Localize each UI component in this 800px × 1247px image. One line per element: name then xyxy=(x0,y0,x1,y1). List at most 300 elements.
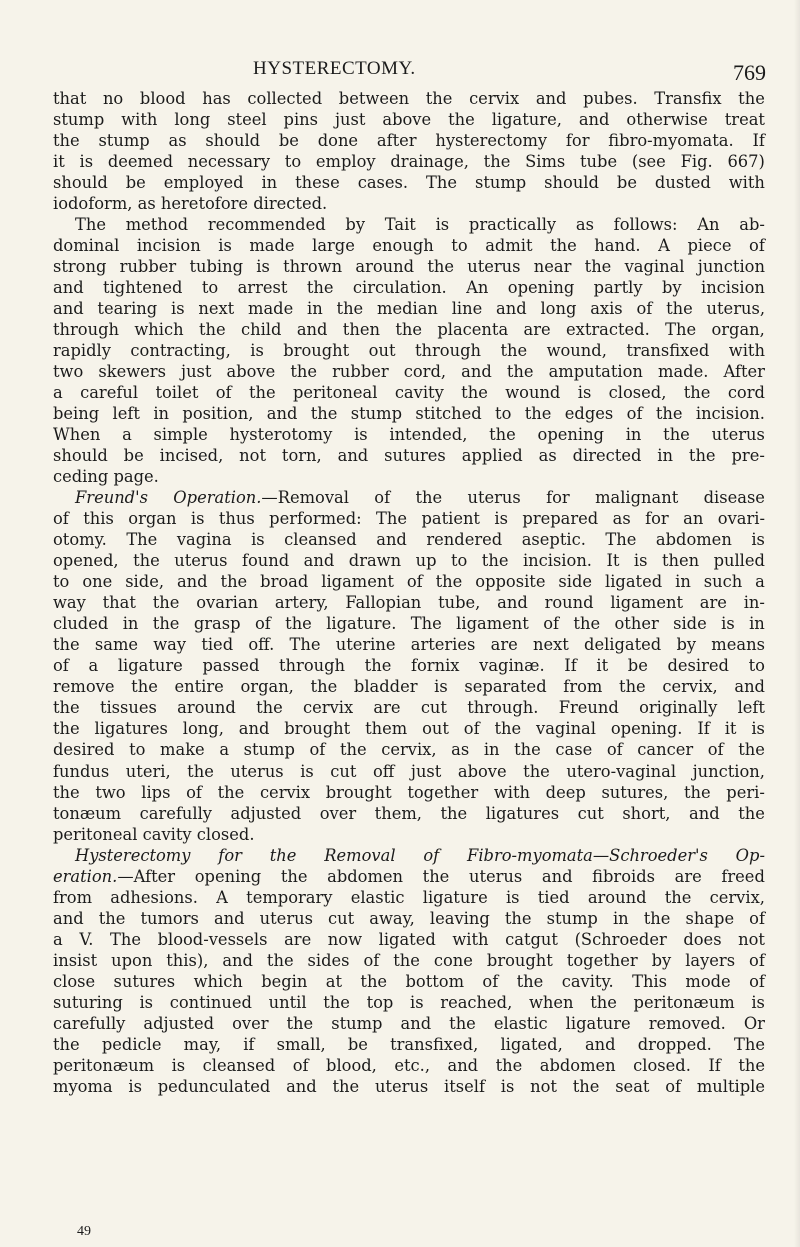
word: to xyxy=(201,278,219,298)
word: fibroids xyxy=(592,866,655,886)
word: is xyxy=(251,530,265,550)
word: An xyxy=(466,278,489,298)
word: brought xyxy=(486,950,553,970)
word: no xyxy=(102,89,124,108)
word: not xyxy=(530,1076,557,1096)
word: tube, xyxy=(438,593,481,613)
word: ligatures xyxy=(485,803,560,823)
word: ligature xyxy=(565,1013,631,1033)
word: incision xyxy=(700,278,765,298)
word: found xyxy=(241,551,290,571)
word: is xyxy=(505,887,520,907)
word: rendered xyxy=(426,530,503,550)
word: then xyxy=(342,320,380,340)
word: the xyxy=(198,320,226,340)
word: be xyxy=(616,173,637,193)
text-line xyxy=(53,908,765,929)
word: it xyxy=(53,152,65,172)
word: the xyxy=(187,761,214,781)
word: the xyxy=(422,866,450,886)
word: artery, xyxy=(274,593,329,613)
word: and xyxy=(296,320,328,340)
word: them, xyxy=(374,803,422,823)
word: of xyxy=(626,404,643,424)
word: the xyxy=(584,257,612,277)
word: cavity xyxy=(394,383,444,403)
word: in xyxy=(675,572,691,592)
word: leaving xyxy=(429,908,490,928)
text-line xyxy=(53,340,765,361)
word: Tait xyxy=(384,215,416,235)
word: peritoneal xyxy=(293,383,378,403)
word: are xyxy=(699,593,727,613)
word: may, xyxy=(183,1034,222,1054)
word: make xyxy=(160,740,205,760)
word: to xyxy=(495,404,512,424)
word: is xyxy=(751,992,765,1012)
word: and xyxy=(213,908,245,928)
word: position, xyxy=(182,404,254,424)
word: being xyxy=(53,404,100,424)
word: of xyxy=(463,719,480,739)
word: the xyxy=(53,782,80,802)
word: utero-vaginal xyxy=(566,761,677,781)
word: incision. xyxy=(522,551,592,571)
word: in xyxy=(657,446,673,466)
word: off xyxy=(372,761,395,781)
word: off. xyxy=(248,635,275,655)
page-edge-shadow xyxy=(794,0,800,1247)
word: uterus, xyxy=(706,299,765,319)
word: pulled xyxy=(713,551,765,571)
word: elastic xyxy=(493,1013,548,1033)
word: it xyxy=(596,656,609,676)
word: this xyxy=(83,509,114,529)
word: case xyxy=(555,740,593,760)
word: fundus xyxy=(53,761,110,781)
word: uterus xyxy=(374,1076,429,1096)
word: until xyxy=(268,992,307,1012)
text-line xyxy=(53,235,765,256)
word: steel xyxy=(227,110,267,130)
word: the xyxy=(683,383,711,403)
word: up xyxy=(415,551,437,571)
word: is xyxy=(171,1055,186,1075)
word: a xyxy=(53,383,63,403)
text-line xyxy=(53,592,765,613)
word: the xyxy=(248,383,276,403)
word: be xyxy=(278,131,299,151)
word: junction xyxy=(697,257,765,277)
word: enough xyxy=(372,236,434,256)
word: The xyxy=(410,614,442,634)
word: cervix, xyxy=(709,887,765,907)
word: opening xyxy=(537,425,604,445)
word: tubing xyxy=(189,257,244,277)
word: disease xyxy=(703,488,765,508)
word: cleansed xyxy=(202,1055,276,1075)
word: as xyxy=(137,194,156,214)
word: cut xyxy=(420,698,447,718)
word: through xyxy=(279,656,346,676)
word: top xyxy=(366,992,394,1012)
word: ligature, xyxy=(491,110,562,130)
word: pedunculated xyxy=(157,1076,271,1096)
word: the xyxy=(266,950,294,970)
word: skewers xyxy=(98,362,166,382)
word: sutures xyxy=(384,446,446,466)
word: sutures, xyxy=(601,782,669,802)
word: cord xyxy=(727,383,765,403)
word: which xyxy=(193,971,243,991)
word: left xyxy=(112,404,140,424)
word: around xyxy=(587,887,647,907)
word: should xyxy=(53,173,108,193)
word: as xyxy=(168,131,187,151)
word: and xyxy=(734,677,765,697)
word: uterus xyxy=(174,551,228,571)
word: and xyxy=(535,89,567,108)
text-line xyxy=(53,1034,765,1055)
word: through xyxy=(414,341,481,361)
word: applied xyxy=(461,446,523,466)
word: the xyxy=(590,992,617,1012)
word: If xyxy=(708,1055,721,1075)
word: child xyxy=(241,320,282,340)
word: itself xyxy=(444,1076,485,1096)
word: uterus xyxy=(259,908,313,928)
word: the xyxy=(339,740,367,760)
word: and xyxy=(541,866,573,886)
word: to xyxy=(450,551,468,571)
word: the xyxy=(738,803,765,823)
word: is xyxy=(577,383,592,403)
word: The xyxy=(734,1034,765,1054)
text-line xyxy=(53,256,765,277)
word: cervix, xyxy=(662,677,718,697)
word: as xyxy=(538,446,557,466)
word: malignant xyxy=(595,488,679,508)
word: deemed xyxy=(107,152,174,172)
word: the xyxy=(285,614,312,634)
word: bladder xyxy=(353,677,418,697)
word: for xyxy=(565,131,590,151)
word: and xyxy=(266,404,298,424)
word: Freund xyxy=(558,698,619,718)
word: is xyxy=(79,152,94,172)
text-line xyxy=(53,109,765,130)
word: reached, xyxy=(440,992,513,1012)
word: are xyxy=(490,635,518,655)
word: made. xyxy=(658,362,709,382)
word: thus xyxy=(218,509,255,529)
text-line xyxy=(53,529,765,550)
word: junction, xyxy=(692,761,765,781)
word: the xyxy=(427,257,454,277)
word: cleansed xyxy=(284,530,357,550)
word: has xyxy=(202,89,231,108)
word: blood xyxy=(139,89,186,108)
word: ligament xyxy=(321,572,394,592)
word: cervix xyxy=(259,782,311,802)
word: of xyxy=(254,614,271,634)
word: the xyxy=(269,845,297,865)
word: ligament xyxy=(456,614,529,634)
text-line xyxy=(53,718,765,739)
word: not xyxy=(239,446,266,466)
word: The xyxy=(75,215,106,235)
word: over xyxy=(319,803,357,823)
word: done xyxy=(317,131,359,151)
word: A xyxy=(216,887,228,907)
word: After xyxy=(723,362,765,382)
word: is xyxy=(139,992,154,1012)
word: grasp xyxy=(193,614,241,634)
word: the xyxy=(524,404,552,424)
word: ab- xyxy=(739,215,765,235)
word: ligature. xyxy=(326,614,397,634)
word: the xyxy=(53,719,80,739)
word: desired xyxy=(53,740,115,760)
word: Fibro-myomata—Schroeder's xyxy=(467,845,708,865)
text-line xyxy=(53,403,765,424)
word: two xyxy=(53,362,84,382)
text-line xyxy=(53,298,765,319)
word: made xyxy=(249,236,295,256)
text-line xyxy=(53,151,765,172)
word: the xyxy=(523,761,550,781)
word: adjusted xyxy=(230,803,302,823)
word: wound, xyxy=(546,341,607,361)
text-line xyxy=(53,382,765,403)
word: directed. xyxy=(253,194,328,214)
text-line xyxy=(53,761,765,782)
word: wound xyxy=(505,383,561,403)
word: of xyxy=(749,908,765,928)
word: through. xyxy=(467,698,539,718)
word: stump xyxy=(98,131,150,151)
text-line xyxy=(53,445,765,466)
word: The xyxy=(665,320,697,340)
word: treat xyxy=(724,110,765,130)
word: pre- xyxy=(731,446,765,466)
word: and xyxy=(461,362,492,382)
word: the xyxy=(310,677,338,697)
word: hysterotomy xyxy=(229,425,333,445)
word: as xyxy=(612,509,631,529)
word: of xyxy=(53,656,69,676)
word: to xyxy=(748,656,765,676)
word: from xyxy=(563,677,603,697)
word: cervix xyxy=(469,89,520,108)
word: to xyxy=(129,740,146,760)
word: employ xyxy=(315,152,376,172)
word: adhesions. xyxy=(110,887,198,907)
word: the xyxy=(152,614,180,634)
text-line xyxy=(53,508,765,529)
word: is xyxy=(633,551,648,571)
word: uterus xyxy=(711,425,765,445)
word: method xyxy=(125,215,189,235)
word: layers xyxy=(685,950,736,970)
page-number: 769 xyxy=(733,60,766,85)
word: peritonæum xyxy=(53,1055,155,1075)
word: The xyxy=(376,509,408,529)
word: median xyxy=(377,299,438,319)
text-line xyxy=(53,424,765,445)
text-line xyxy=(53,130,765,151)
word: with xyxy=(452,929,489,949)
word: are xyxy=(284,929,312,949)
word: uterine xyxy=(335,635,396,655)
word: such xyxy=(703,572,743,592)
word: incision. xyxy=(695,404,765,424)
word: Removal xyxy=(324,845,396,865)
word: and xyxy=(53,278,84,298)
word: the xyxy=(53,635,80,655)
word: necessary xyxy=(187,152,271,172)
word: peri- xyxy=(726,782,765,802)
word: simple xyxy=(153,425,208,445)
word: admit xyxy=(485,236,533,256)
word: cut xyxy=(330,761,357,781)
word: toilet xyxy=(155,383,199,403)
text-line xyxy=(53,992,765,1013)
word: of xyxy=(215,383,232,403)
word: as xyxy=(575,215,594,235)
word: of xyxy=(749,971,765,991)
word: way xyxy=(153,635,187,655)
word: in xyxy=(153,404,170,424)
word: these xyxy=(295,173,340,193)
word: above xyxy=(457,761,507,781)
word: the xyxy=(494,719,522,739)
word: now xyxy=(327,929,363,949)
word: V. xyxy=(79,929,94,949)
word: with xyxy=(728,173,765,193)
text-line xyxy=(53,634,765,655)
word: is xyxy=(300,761,314,781)
word: the xyxy=(425,89,453,108)
word: uterus xyxy=(467,257,521,277)
word: of xyxy=(749,236,765,256)
word: the xyxy=(550,236,577,256)
word: etc., xyxy=(394,1055,430,1075)
word: ligament xyxy=(610,593,683,613)
word: near xyxy=(533,257,572,277)
word: the xyxy=(655,404,683,424)
word: (Schroeder xyxy=(574,929,667,949)
word: of xyxy=(665,1076,682,1096)
text-line xyxy=(53,550,765,571)
word: circulation. xyxy=(352,278,447,298)
word: tied xyxy=(201,635,234,655)
word: close xyxy=(53,971,96,991)
word: the xyxy=(415,488,443,508)
word: and xyxy=(447,1055,479,1075)
word: fibro-myomata. xyxy=(608,131,734,151)
word: An xyxy=(697,215,720,235)
word: way xyxy=(53,593,86,613)
word: of xyxy=(374,488,391,508)
word: stump xyxy=(350,404,403,424)
word: the xyxy=(664,887,692,907)
word: Fig. xyxy=(680,152,713,172)
word: of xyxy=(749,950,765,970)
word: long, xyxy=(182,719,224,739)
word: broad xyxy=(260,572,309,592)
word: seat xyxy=(615,1076,650,1096)
word: side xyxy=(558,572,593,592)
word: careful xyxy=(80,383,139,403)
word: are xyxy=(523,320,551,340)
word: to xyxy=(284,152,302,172)
word: of xyxy=(53,509,69,529)
word: the xyxy=(306,278,334,298)
word: the xyxy=(489,425,516,445)
text-line xyxy=(53,803,765,824)
word: separated xyxy=(464,677,547,697)
word: cervix, xyxy=(381,740,437,760)
word: cord, xyxy=(403,362,447,382)
word: sutures xyxy=(113,971,176,991)
word: out xyxy=(422,719,449,739)
text-line xyxy=(53,782,765,803)
text-line xyxy=(53,887,765,908)
word: aseptic. xyxy=(521,530,586,550)
word: after xyxy=(376,131,417,151)
word: and xyxy=(400,1013,432,1033)
word: abdomen xyxy=(655,530,732,550)
word: are xyxy=(674,866,702,886)
word: ligatures xyxy=(94,719,168,739)
text-line xyxy=(53,929,765,950)
word: placenta xyxy=(437,320,509,340)
word: practically xyxy=(468,215,557,235)
word: the xyxy=(332,1076,360,1096)
word: if xyxy=(243,1034,255,1054)
word: If xyxy=(564,656,577,676)
word: are xyxy=(373,698,401,718)
word: the xyxy=(53,1034,80,1054)
word: cases. xyxy=(357,173,409,193)
word: If xyxy=(752,131,765,151)
word: page. xyxy=(113,467,159,487)
word: deligated xyxy=(584,635,662,655)
word: left xyxy=(737,698,765,718)
word: ligated xyxy=(378,929,436,949)
word: partly xyxy=(593,278,643,298)
word: drawn xyxy=(348,551,402,571)
word: one xyxy=(82,572,113,592)
text-line xyxy=(53,824,765,845)
word: otherwise xyxy=(626,110,708,130)
word: opening xyxy=(194,866,262,886)
word: not xyxy=(738,929,765,949)
word: pins xyxy=(283,110,319,130)
word: This xyxy=(632,971,667,991)
word: and xyxy=(53,299,84,319)
word: is xyxy=(256,257,270,277)
word: The xyxy=(289,635,321,655)
word: the xyxy=(572,1076,600,1096)
word: is xyxy=(410,992,424,1012)
word: which xyxy=(134,320,184,340)
word: opposite xyxy=(475,572,546,592)
word: be xyxy=(123,446,144,466)
text-line xyxy=(53,214,765,235)
word: for xyxy=(546,488,570,508)
